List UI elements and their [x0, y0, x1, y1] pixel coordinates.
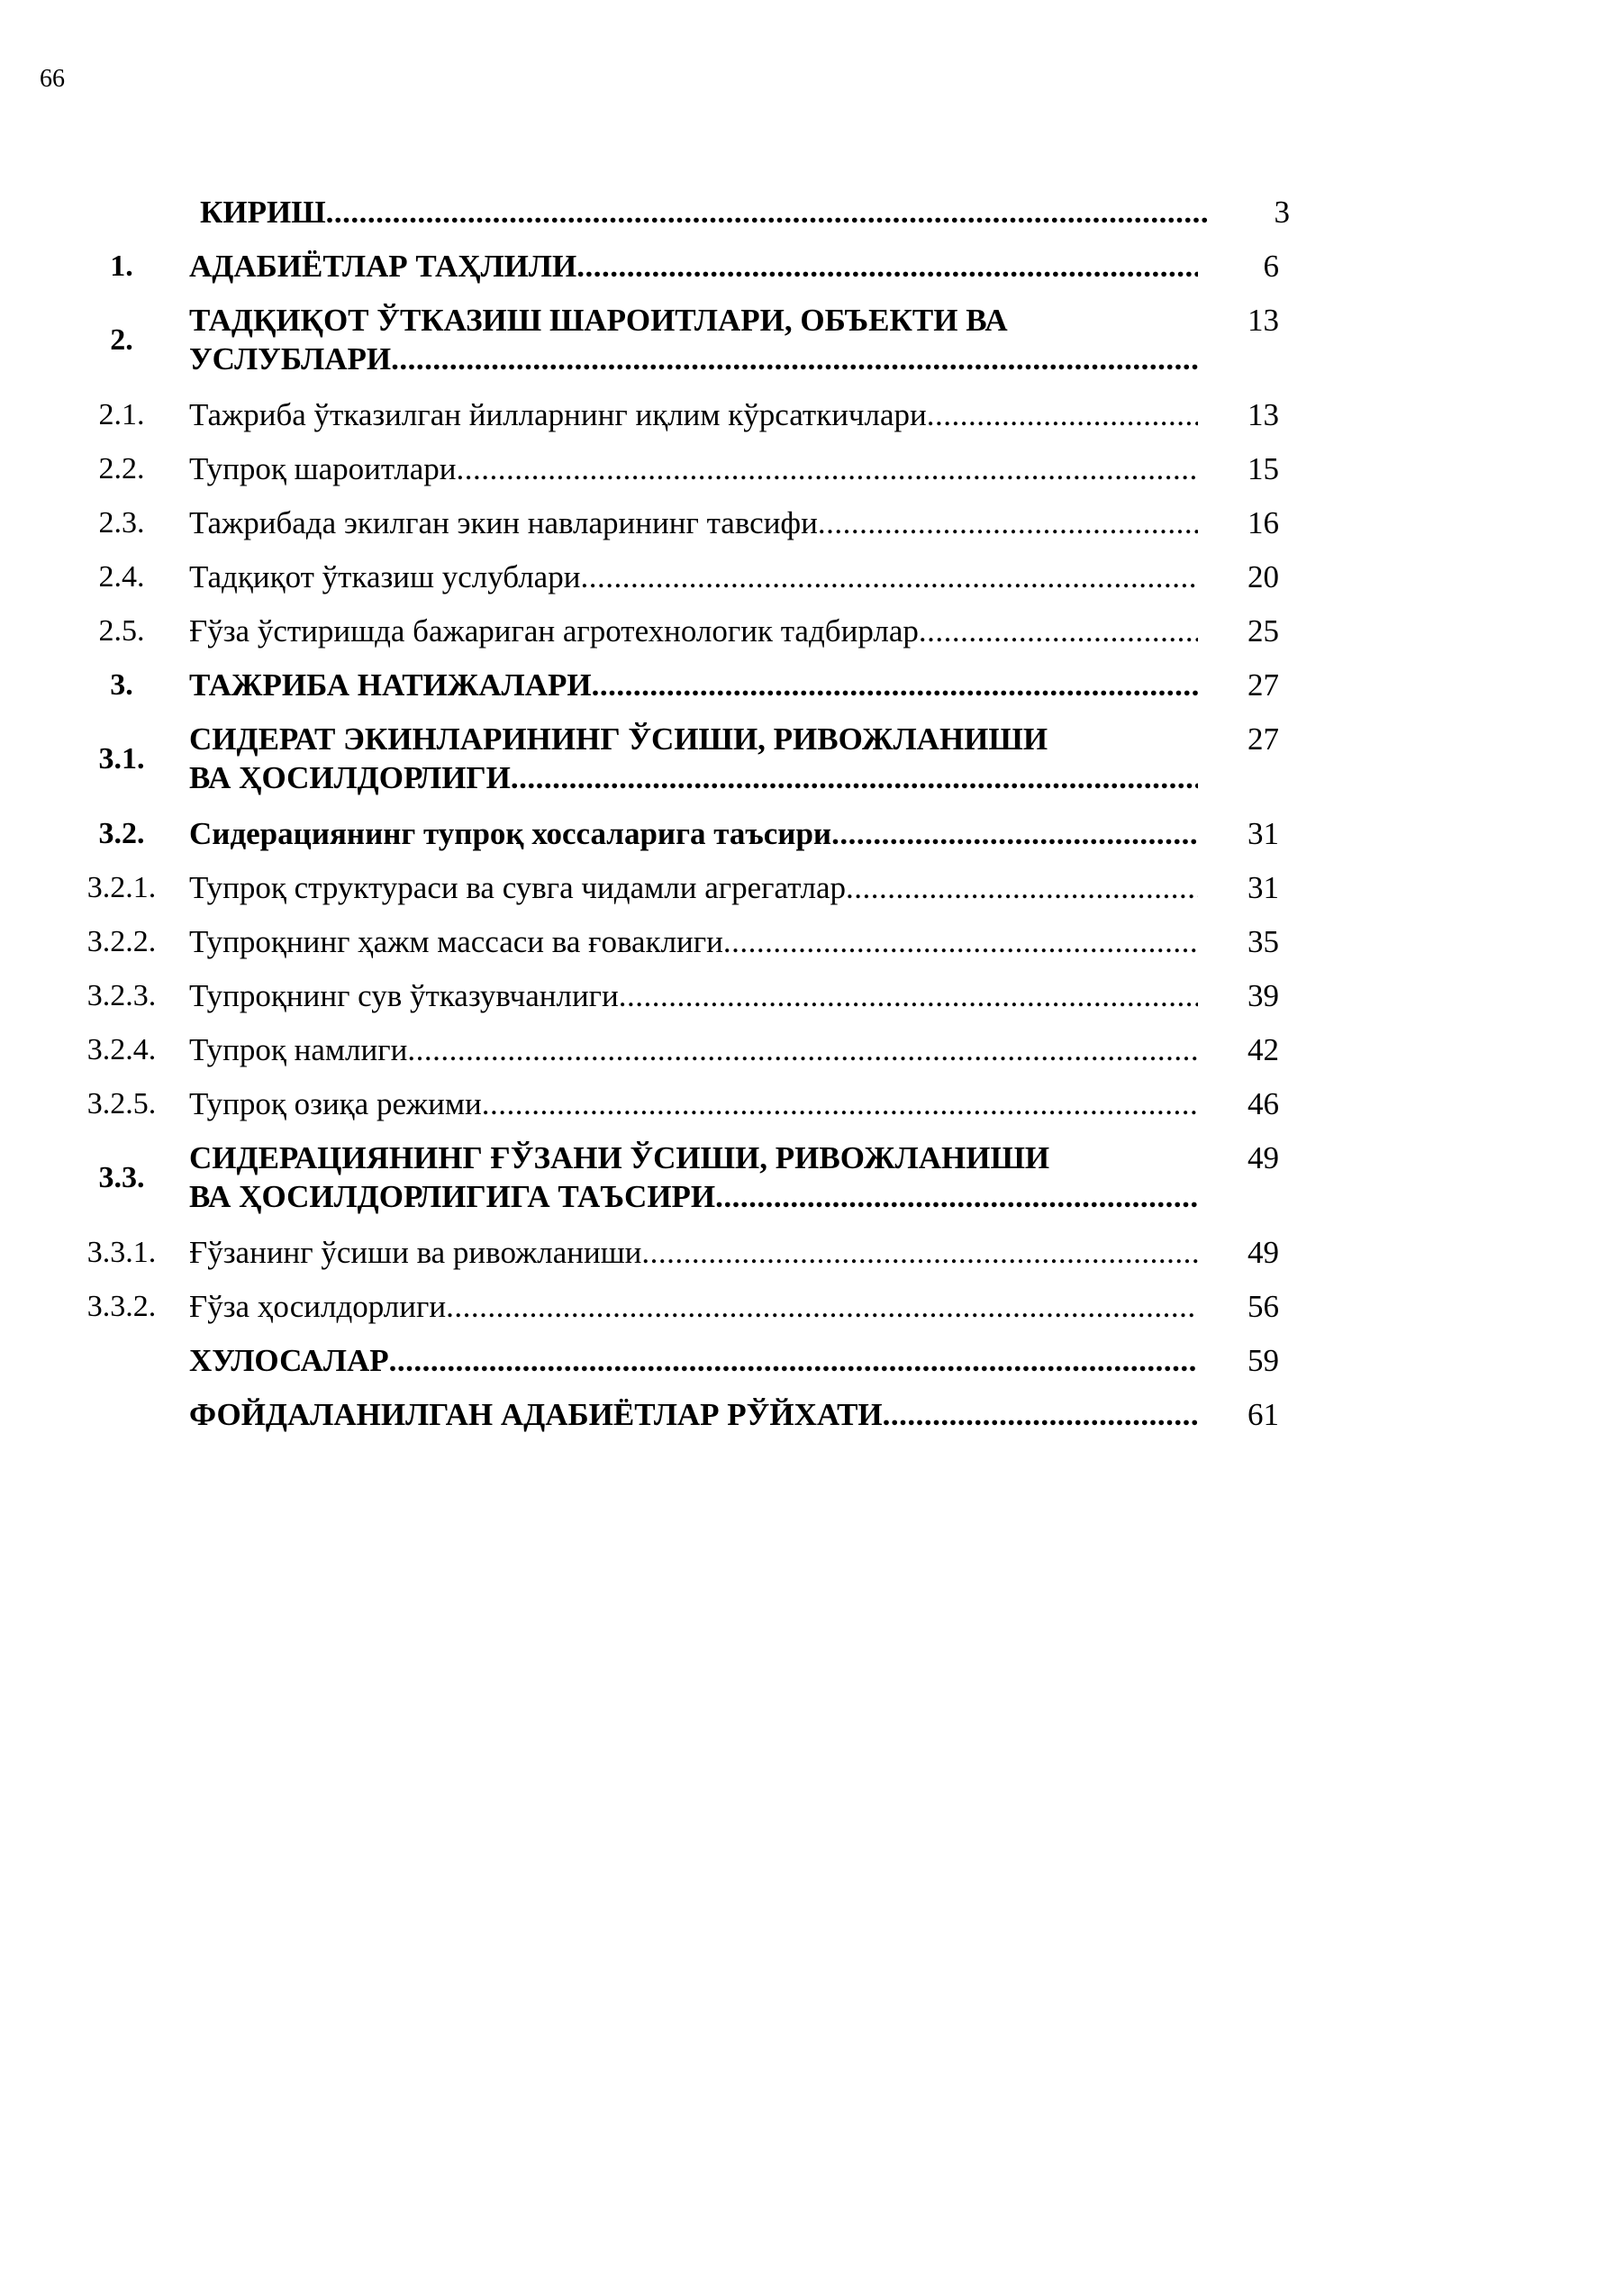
toc-entry-number: 2.5. — [98, 614, 145, 648]
toc-entry-page: 61 — [1247, 1397, 1279, 1432]
toc-entry — [54, 1131, 1279, 1226]
toc-entry-title-line: ФОЙДАЛАНИЛГАН АДАБИЁТЛАР РЎЙХАТИ — [189, 1397, 883, 1432]
toc-entry — [54, 969, 1279, 1023]
toc-entry-title-line: Ғўза ҳосилдорлиги — [189, 1289, 447, 1324]
toc-entry-title — [189, 807, 1198, 854]
dot-leader — [723, 922, 1198, 962]
toc-entry-page: 39 — [1247, 978, 1279, 1013]
toc-entry-title-line: Ғўзанинг ўсиши ва ривожланиши — [189, 1235, 642, 1270]
toc-entry-title-line: Тупроқнинг ҳажм массаси ва ғоваклиги — [189, 924, 723, 959]
toc-entry-title — [189, 861, 1198, 908]
toc-entry — [54, 388, 1279, 442]
toc-entry — [54, 1388, 1279, 1442]
toc-entry-title — [189, 1388, 1198, 1435]
toc-entry-title-line: Тупроқ озиқа режими — [189, 1086, 482, 1121]
toc-entry-title — [189, 1131, 1198, 1216]
toc-entry-number: 3.3.1. — [86, 1236, 157, 1269]
dot-leader — [641, 1233, 1198, 1273]
dot-leader — [927, 395, 1198, 435]
dot-leader — [457, 449, 1199, 489]
toc-entry-title — [189, 240, 1198, 286]
toc-entry-number: 3.2.1. — [86, 871, 157, 904]
toc-entry-number: 3.1. — [98, 742, 145, 776]
toc-entry-title-line: Тажриба ўтказилган йилларнинг иқлим кўрсаткичлари — [189, 397, 927, 432]
toc-entry-title — [189, 1077, 1198, 1124]
dot-leader — [619, 976, 1198, 1016]
toc-entry-number: 2. — [110, 323, 133, 357]
toc-entry — [54, 550, 1279, 604]
page-number: 66 — [40, 65, 65, 93]
toc-entry-title-line: Ғўза ўстиришда бажариган агротехнологик тадбирлар — [189, 613, 919, 649]
dot-leader — [391, 340, 1198, 378]
toc-entry — [54, 1280, 1279, 1334]
toc-entry-number: 3.2. — [98, 817, 145, 850]
toc-entry-page: 35 — [1247, 924, 1279, 959]
toc-entry — [54, 496, 1279, 550]
toc-entry-title — [189, 1023, 1198, 1070]
toc-entry-number — [54, 1334, 189, 1341]
toc-entry-page: 31 — [1247, 870, 1279, 905]
toc-entry — [54, 1077, 1279, 1131]
toc-entry-title-line: СИДЕРАТ ЭКИНЛАРИНИНГ ЎСИШИ, РИВОЖЛАНИШИ — [189, 721, 1048, 757]
toc-entry-page: 42 — [1247, 1032, 1279, 1067]
toc-entry-title-line: Сидерациянинг тупроқ хоссаларига таъсири — [189, 816, 832, 851]
toc-entry-title — [189, 658, 1198, 705]
dot-leader — [846, 868, 1198, 908]
toc-entry-page: 46 — [1247, 1086, 1279, 1121]
table-of-contents — [54, 186, 1290, 1442]
toc-entry-title — [189, 915, 1198, 962]
toc-entry-page: 13 — [1247, 397, 1279, 432]
toc-entry-page: 56 — [1247, 1289, 1279, 1324]
toc-entry-page: 27 — [1247, 721, 1279, 757]
toc-entry-number: 3. — [110, 668, 133, 702]
toc-entry-title-line: ТАДҚИҚОТ ЎТКАЗИШ ШАРОИТЛАРИ, ОБЪЕКТИ ВА — [189, 303, 1008, 338]
toc-entry-page: 3 — [1274, 195, 1290, 230]
dot-leader — [482, 1084, 1198, 1124]
toc-entry — [54, 1226, 1279, 1280]
toc-entry-title — [189, 186, 1209, 232]
toc-entry-number: 3.3.2. — [86, 1290, 157, 1323]
toc-entry — [54, 658, 1279, 712]
dot-leader — [919, 612, 1198, 651]
toc-entry-title-line: УСЛУБЛАРИ — [189, 341, 392, 376]
toc-entry-title-line: АДАБИЁТЛАР ТАҲЛИЛИ — [189, 249, 577, 284]
toc-entry-page: 13 — [1247, 303, 1279, 338]
toc-entry-page: 31 — [1247, 816, 1279, 851]
toc-entry-number: 2.2. — [98, 452, 145, 485]
toc-entry-number: 2.3. — [98, 506, 145, 540]
toc-entry — [54, 442, 1279, 496]
toc-entry-page: 16 — [1247, 505, 1279, 540]
toc-entry-title-line: ВА ҲОСИЛДОРЛИГИ — [189, 760, 511, 795]
toc-entry-number — [54, 1388, 189, 1395]
dot-leader — [592, 666, 1198, 705]
toc-entry-title-line: СИДЕРАЦИЯНИНГ ҒЎЗАНИ ЎСИШИ, РИВОЖЛАНИШИ — [189, 1140, 1050, 1175]
toc-entry-number: 2.4. — [98, 560, 145, 594]
toc-entry-title-line: КИРИШ — [200, 195, 326, 230]
toc-entry-title-line: Тупроқ намлиги — [189, 1032, 408, 1067]
toc-entry-title-line: Тупроқ структураси ва сувга чидамли агрегатлар — [189, 870, 847, 905]
toc-entry-title — [189, 1334, 1198, 1381]
toc-entry — [54, 604, 1279, 658]
toc-entry — [54, 861, 1279, 915]
toc-entry-title — [189, 1280, 1198, 1327]
toc-entry-number: 1. — [110, 249, 133, 283]
toc-entry-title-line: ВА ҲОСИЛДОРЛИГИГА ТАЪСИРИ — [189, 1179, 716, 1214]
toc-entry — [54, 1334, 1279, 1388]
dot-leader — [326, 193, 1209, 232]
toc-entry-page: 27 — [1247, 667, 1279, 703]
toc-entry-page: 25 — [1247, 613, 1279, 649]
toc-entry — [54, 186, 1290, 240]
toc-entry-title-line: Тажрибада экилган экин навларининг тавсифи — [189, 505, 818, 540]
toc-entry-page: 49 — [1247, 1235, 1279, 1270]
toc-entry-page: 15 — [1247, 451, 1279, 486]
toc-entry-number: 3.3. — [98, 1161, 145, 1194]
dot-leader — [831, 814, 1198, 854]
toc-entry-title-line: ТАЖРИБА НАТИЖАЛАРИ — [189, 667, 592, 703]
toc-entry-number: 3.2.3. — [86, 979, 157, 1012]
dot-leader — [407, 1030, 1198, 1070]
toc-entry-number: 2.1. — [98, 398, 145, 431]
toc-entry-page: 49 — [1247, 1140, 1279, 1175]
toc-entry-title — [189, 712, 1198, 797]
toc-entry-title-line: ХУЛОСАЛАР — [189, 1343, 389, 1378]
dot-leader — [389, 1341, 1198, 1381]
toc-entry-title-line: Тадқиқот ўтказиш услублари — [189, 559, 581, 594]
toc-entry-title-line: Тупроқнинг сув ўтказувчанлиги — [189, 978, 619, 1013]
toc-entry-title — [189, 496, 1198, 543]
toc-entry-title-line: Тупроқ шароитлари — [189, 451, 457, 486]
toc-entry-page: 6 — [1263, 249, 1279, 284]
dot-leader — [580, 558, 1198, 597]
toc-entry-title — [189, 388, 1198, 435]
toc-entry-title — [189, 1226, 1198, 1273]
toc-entry-title — [189, 550, 1198, 597]
toc-entry-number: 3.2.5. — [86, 1087, 157, 1120]
toc-entry-title — [189, 969, 1198, 1016]
toc-entry-page: 59 — [1247, 1343, 1279, 1378]
dot-leader — [511, 758, 1198, 797]
dot-leader — [715, 1177, 1198, 1216]
toc-entry-page: 20 — [1247, 559, 1279, 594]
toc-entry — [54, 712, 1279, 807]
dot-leader — [883, 1395, 1198, 1435]
dot-leader — [446, 1287, 1198, 1327]
toc-entry — [54, 915, 1279, 969]
toc-entry-title — [189, 442, 1198, 489]
toc-entry-title — [189, 604, 1198, 651]
toc-entry-number — [54, 186, 189, 193]
toc-entry — [54, 240, 1279, 294]
toc-entry — [54, 807, 1279, 861]
toc-entry-title — [189, 294, 1198, 378]
toc-entry-number: 3.2.2. — [86, 925, 157, 958]
toc-entry — [54, 294, 1279, 388]
dot-leader — [818, 503, 1198, 543]
dot-leader — [576, 247, 1198, 286]
toc-entry-number: 3.2.4. — [86, 1033, 157, 1066]
toc-entry — [54, 1023, 1279, 1077]
